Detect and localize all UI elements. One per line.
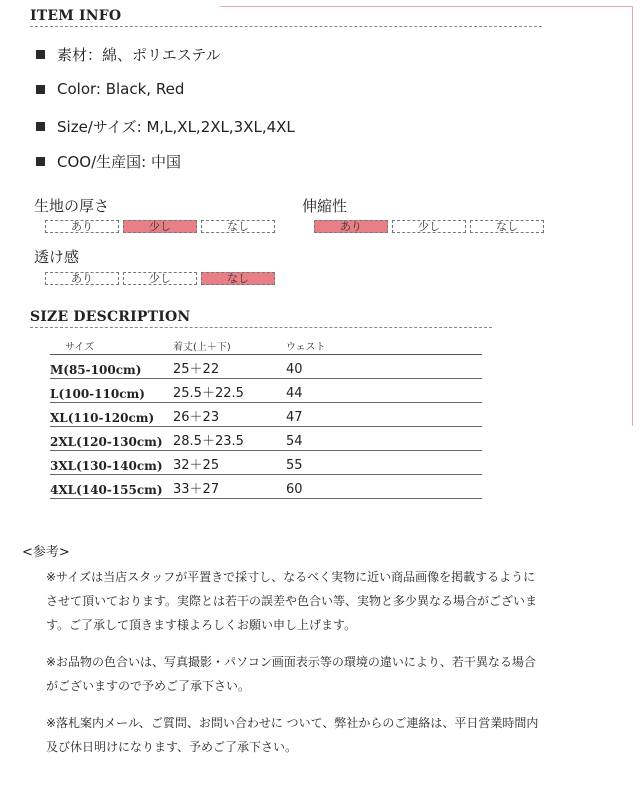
length-cell: 25.5＋22.5 bbox=[173, 379, 286, 403]
note-contact-hours: ※落札案内メール、ご質問、お問い合わせに ついて、弊社からのご連絡は、平日営業時間内及び休日明けになります、予めご了承下さい。 bbox=[46, 716, 539, 754]
waist-cell: 44 bbox=[286, 379, 482, 403]
length-cell: 32＋25 bbox=[173, 451, 286, 475]
length-cell: 28.5＋23.5 bbox=[173, 427, 286, 451]
spec-text: Size/サイズ: M,L,XL,2XL,3XL,4XL bbox=[57, 118, 295, 136]
spec-text: Color: Black, Red bbox=[57, 80, 185, 98]
thickness-label: 生地の厚さ bbox=[34, 197, 110, 215]
bullet-icon bbox=[36, 122, 45, 131]
sheerness-option-ari: あり bbox=[45, 272, 119, 285]
stretch-option-nashi: なし bbox=[470, 220, 544, 233]
waist-cell: 47 bbox=[286, 403, 482, 427]
thickness-option-nashi: なし bbox=[201, 220, 275, 233]
stretch-options bbox=[314, 220, 544, 233]
spec-text: COO/生産国: 中国 bbox=[57, 153, 181, 171]
waist-cell: 55 bbox=[286, 451, 482, 475]
item-info-title: ITEM INFO bbox=[30, 8, 122, 24]
note-color-difference: ※お品物の色合いは、写真撮影・パソコン画面表示等の環境の違いにより、若干異なる場合がございますので予めご了承下さい。 bbox=[46, 655, 536, 693]
table-row bbox=[50, 475, 482, 499]
spec-color bbox=[36, 80, 184, 98]
length-cell: 26＋23 bbox=[173, 403, 286, 427]
spec-coo bbox=[36, 151, 181, 172]
waist-cell: 40 bbox=[286, 355, 482, 379]
sheerness-label: 透け感 bbox=[34, 248, 80, 266]
table-row bbox=[50, 355, 482, 379]
bullet-icon bbox=[36, 50, 45, 59]
table-row bbox=[50, 451, 482, 475]
thickness-options bbox=[45, 220, 275, 233]
bullet-icon bbox=[36, 85, 45, 94]
decorative-right-line bbox=[632, 6, 633, 426]
header-size: サイズ bbox=[50, 336, 173, 355]
bullet-icon bbox=[36, 157, 45, 166]
note-size-measurement: ※サイズは当店スタッフが平置きで採寸し、なるべく実物に近い商品画像を掲載するようにさせて頂いております。実際とは若干の誤差や色合い等、実物と多少異なる場合がございます。ご了承して頂きます様よろしくお願い申し上げます。 bbox=[46, 570, 538, 632]
size-cell: M(85-100cm) bbox=[50, 355, 173, 379]
header-waist: ウェスト bbox=[286, 336, 482, 355]
thickness-option-sukoshi: 少し bbox=[123, 220, 197, 233]
spec-material bbox=[36, 44, 221, 65]
header-length: 着丈(上＋下) bbox=[173, 336, 286, 355]
sheerness-option-nashi: なし bbox=[201, 272, 275, 285]
size-table bbox=[50, 336, 482, 499]
table-row bbox=[50, 427, 482, 451]
notes-title: <参考> bbox=[22, 545, 70, 560]
size-description-title: SIZE DESCRIPTION bbox=[30, 309, 191, 325]
size-cell: XL(110-120cm) bbox=[50, 403, 173, 427]
size-table-header bbox=[50, 336, 482, 355]
stretch-option-ari: あり bbox=[314, 220, 388, 233]
size-cell: 2XL(120-130cm) bbox=[50, 427, 173, 451]
length-cell: 25＋22 bbox=[173, 355, 286, 379]
sheerness-options bbox=[45, 272, 275, 285]
spec-size bbox=[36, 116, 295, 137]
size-cell: 4XL(140-155cm) bbox=[50, 475, 173, 499]
sheerness-option-sukoshi: 少し bbox=[123, 272, 197, 285]
size-cell: 3XL(130-140cm) bbox=[50, 451, 173, 475]
spec-text: 素材：綿、ポリエステル bbox=[57, 46, 221, 64]
thickness-option-ari: あり bbox=[45, 220, 119, 233]
stretch-option-sukoshi: 少し bbox=[392, 220, 466, 233]
size-description-divider bbox=[30, 327, 492, 328]
size-cell: L(100-110cm) bbox=[50, 379, 173, 403]
waist-cell: 60 bbox=[286, 475, 482, 499]
waist-cell: 54 bbox=[286, 427, 482, 451]
length-cell: 33＋27 bbox=[173, 475, 286, 499]
item-info-divider bbox=[30, 26, 542, 27]
stretch-label: 伸縮性 bbox=[302, 197, 348, 215]
table-row bbox=[50, 403, 482, 427]
decorative-top-line bbox=[220, 6, 632, 7]
table-row bbox=[50, 379, 482, 403]
